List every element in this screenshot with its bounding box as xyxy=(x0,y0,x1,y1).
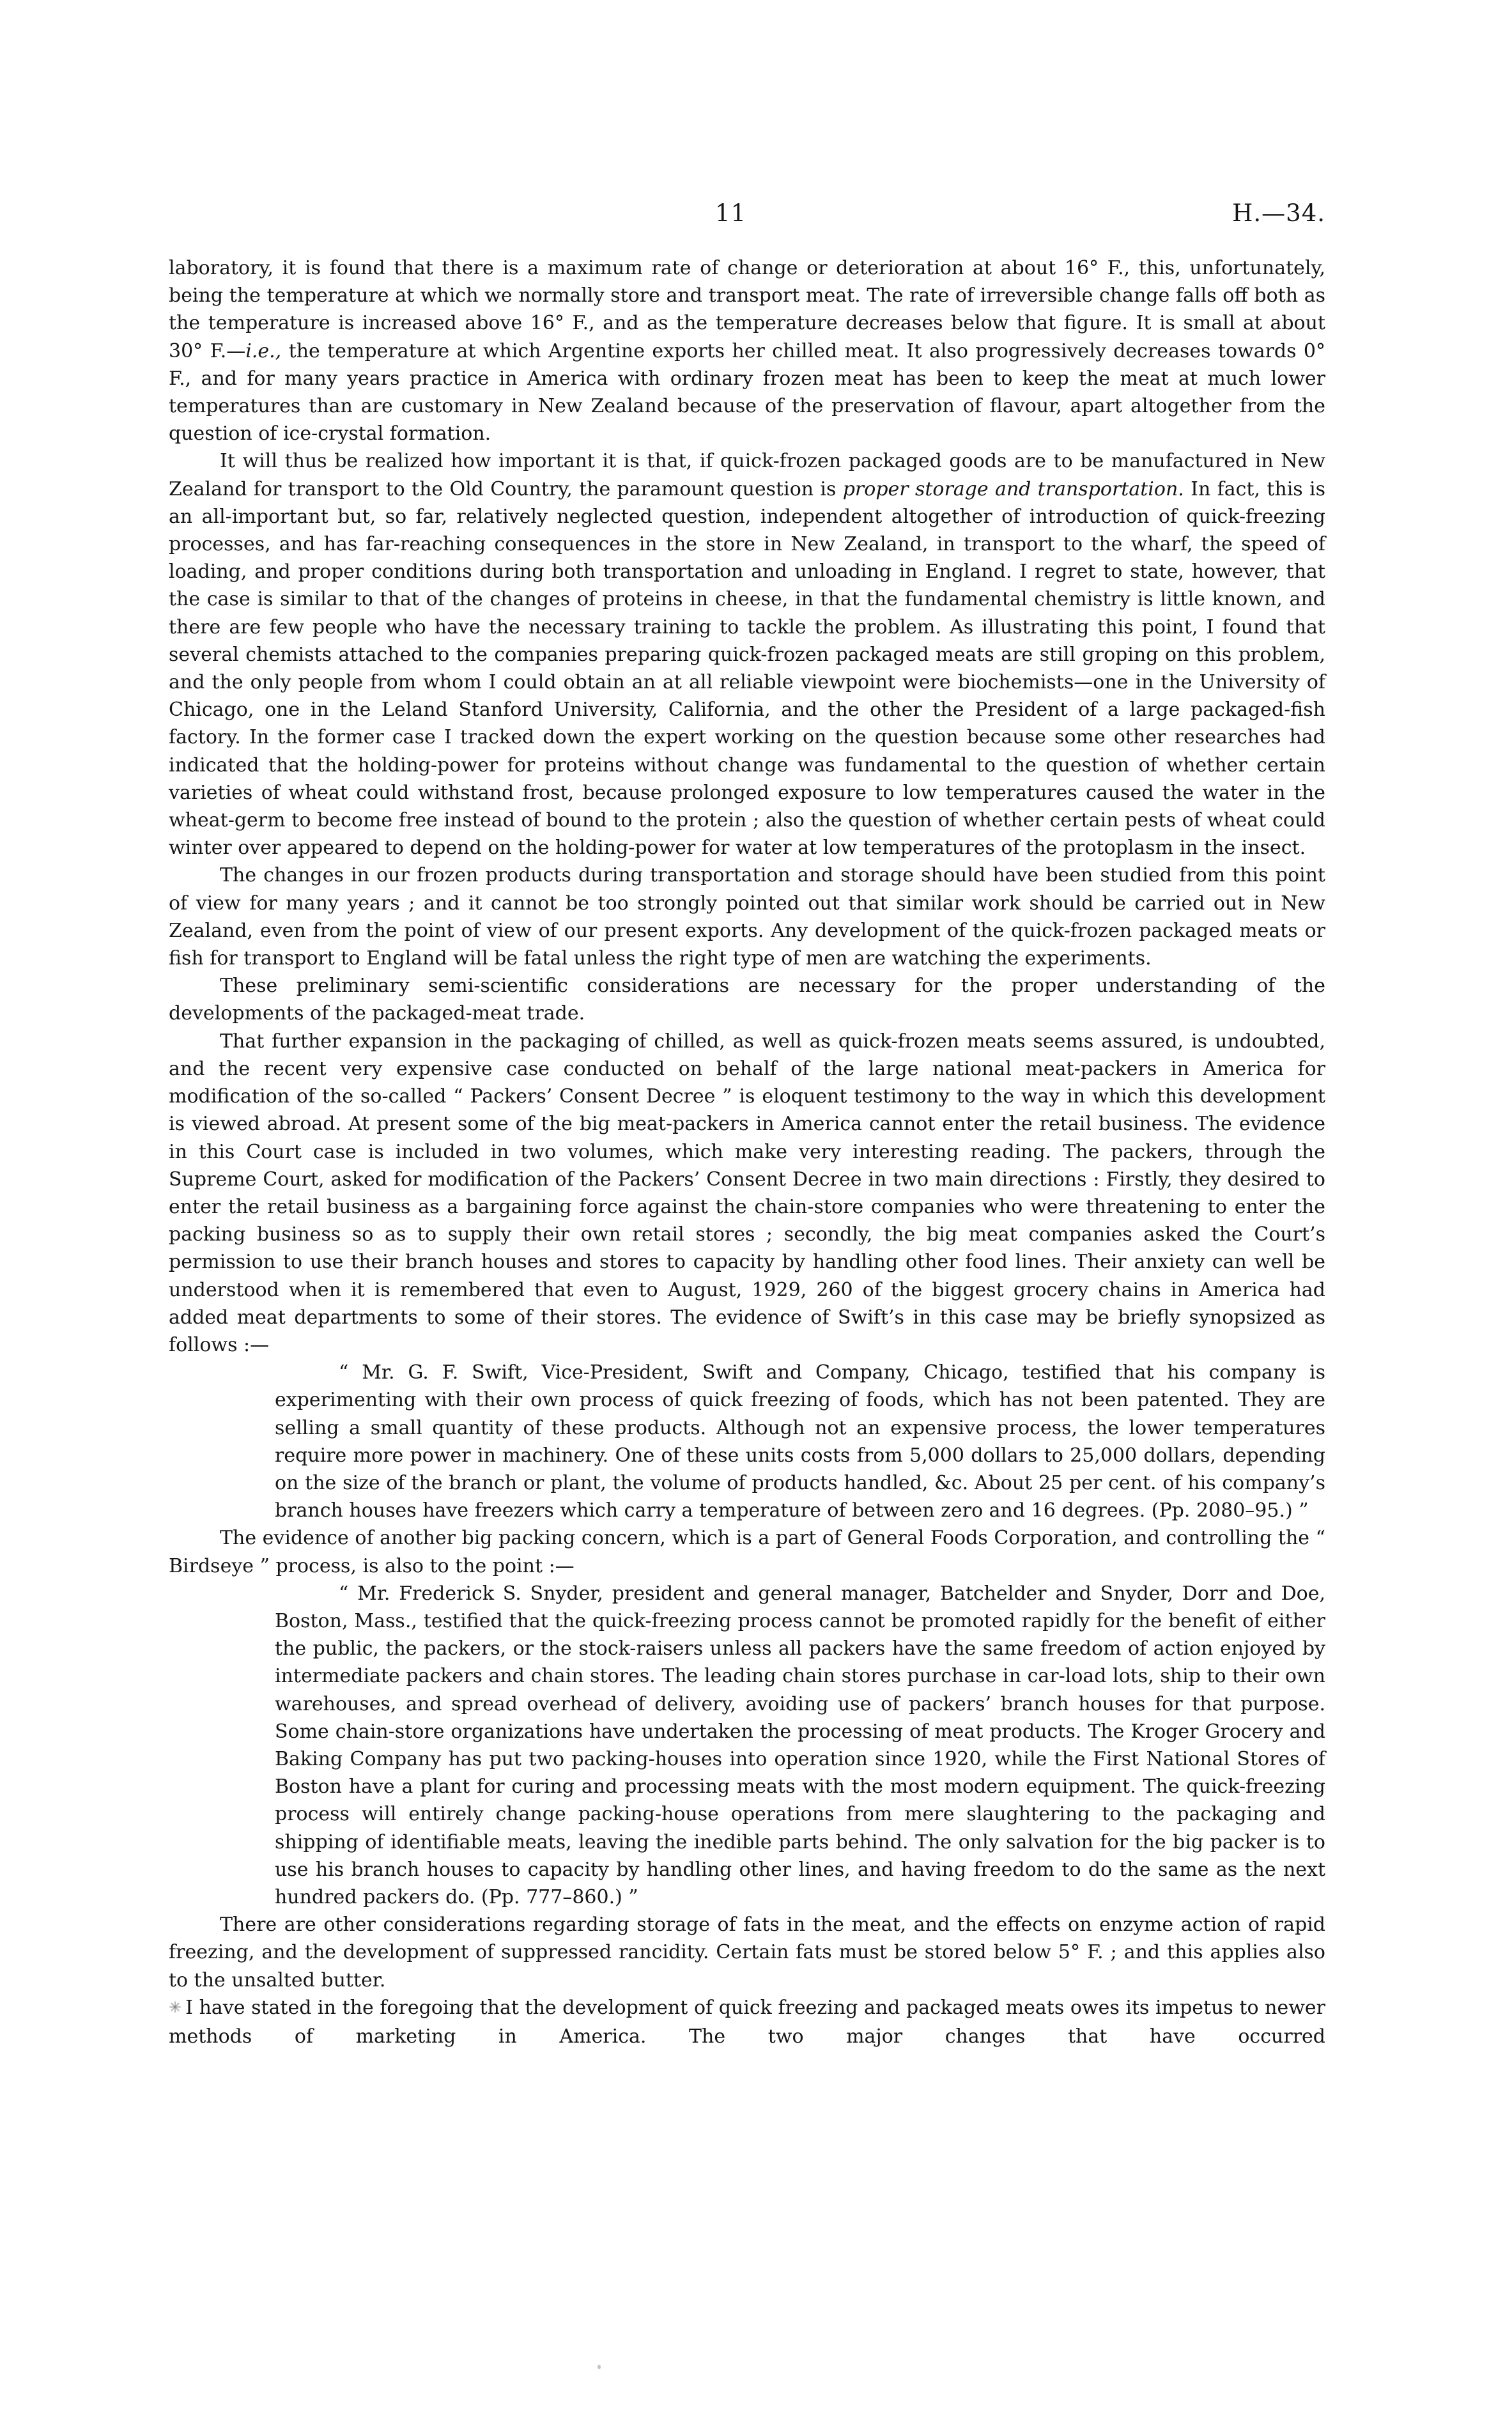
body-paragraph xyxy=(169,254,1325,447)
text-run: the temperature at which Argentine exports her chilled meat. It also progressively decreases towards 0° F., and for many years practice in America with ordinary frozen meat has been to keep the meat at much lower temperatures than are customary in New Zealand because of the preservation of flavour, apart altogether from the question of ice-crystal formation. xyxy=(169,339,1326,445)
body-paragraph xyxy=(169,447,1325,862)
text-run: “ Mr. Frederick S. Snyder, president and general manager, Batchelder and Snyder, Dorr and Doe, Boston, Mass., testified that the quick-freezing process cannot be promoted rapidly for the benefit of either the public, the packers, or the stock-raisers unless all packers have the same freedom of action enjoyed by intermediate packers and chain stores. The leading chain stores purchase in car-load lots, ship to their own warehouses, and spread overhead of delivery, avoiding use of packers’ branch houses for that purpose. Some chain-store organizations have undertaken the processing of meat products. The Kroger Grocery and Baking Company has put two packing-houses into operation since 1920, while the First National Stores of Boston have a plant for curing and processing meats with the most modern equipment. The quick-freezing process will entirely change packing-house operations from mere slaughtering to the packaging and shipping of identifiable meats, leaving the inedible parts behind. The only salvation for the big packer is to use his branch houses to capacity by handling other lines, and having freedom to do the same as the next hundred packers do. (Pp. 777–860.) ” xyxy=(275,1582,1325,1908)
text-run: It will thus be realized how important it is that, if quick-frozen packaged goods are to be manufactured in New Zealand for transport to the Old Country, the paramount question is xyxy=(169,450,1325,500)
block-quote-paragraph xyxy=(275,1359,1325,1524)
page-number: 11 xyxy=(715,199,747,227)
document-reference: H.—34. xyxy=(1232,199,1325,227)
text-run: I have stated in the foregoing that the development of quick freezing and packaged meats owes its impetus to newer methods of marketing in America. The two major changes that have occurred xyxy=(169,1996,1325,2048)
italic-text: proper storage and transportation. xyxy=(842,477,1184,500)
text-run: In fact, this is an all-important but, so far, relatively neglected question, independent altogether of introduction of quick-freezing processes, and has far-reaching consequences in the store in New Zealand, in transport to the wharf, the speed of loading, and proper conditions during both transportation and unloading in England. I regret to state, however, that the case is similar to that of the changes of proteins in cheese, in that the fundamental chemistry is little known, and there are few people who have the necessary training to tackle the problem. As illustrating this point, I found that several chemists attached to the companies preparing quick-frozen packaged meats are still groping on this problem, and the only people from whom I could obtain an at all reliable viewpoint were biochemists—one in the University of Chicago, one in the Leland Stanford University, California, and the other the President of a large packaged-fish factory. In the former case I tracked down the expert working on the question because some other researches had indicated that the holding-power for proteins without change was fundamental to the question of whether certain varieties of wheat could withstand frost, because prolonged exposure to low temperatures caused the water in the wheat-germ to become free instead of bound to the protein ; also the question of whether certain pests of wheat could winter over appeared to depend on the holding-power for water at low temperatures of the protoplasm in the insect. xyxy=(169,477,1325,860)
text-run: The changes in our frozen products during transportation and storage should have been studied from this point of view for many years ; and it cannot be too strongly pointed out that similar work should be carried out in New Zealand, even from the point of view of our present exports. Any development of the quick-frozen packaged meats or fish for transport to England will be fatal unless the right type of men are watching the experiments. xyxy=(169,864,1325,970)
body-paragraph xyxy=(169,1028,1325,1359)
ink-smudge: ✳ xyxy=(169,1998,182,2016)
text-run: There are other considerations regarding storage of fats in the meat, and the effects on enzyme action of rapid freezing, and the development of suppressed rancidity. Certain fats must be stored below 5° F. ; and this applies also to the unsalted butter. xyxy=(169,1914,1325,1991)
body-paragraph xyxy=(169,1911,1325,1994)
text-run: “ Mr. G. F. Swift, Vice-President, Swift and Company, Chicago, testified that his company is experimenting with their own process of quick freezing of foods, which has not been patented. They are selling a small quantity of these products. Although not an expensive process, the lower temperatures require more power in machinery. One of these units costs from 5,000 dollars to 25,000 dollars, depending on the size of the branch or plant, the volume of products handled, &c. About 25 per cent. of his company’s branch houses have freezers which carry a temperature of between zero and 16 degrees. (Pp. 2080–95.) ” xyxy=(275,1361,1325,1522)
scan-artifact-dot xyxy=(598,2365,601,2369)
document-body xyxy=(169,254,1325,2050)
body-paragraph xyxy=(169,1994,1325,2050)
body-paragraph xyxy=(169,862,1325,972)
block-quote-paragraph xyxy=(275,1580,1325,1911)
italic-text: i.e., xyxy=(245,339,282,362)
text-run: laboratory, it is found that there is a maximum rate of change or deterioration at about 16° F., this, unfortunately, being the temperature at which we normally store and transport meat. The rate of irreversible change falls off both as the temperature is increased above 16° F., and as the temperature decreases below that figure. It is small at about 30° F.— xyxy=(169,257,1325,362)
text-run: These preliminary semi-scientific considerations are necessary for the proper understanding of the developments of the packaged-meat trade. xyxy=(169,975,1325,1025)
text-run: The evidence of another big packing concern, which is a part of General Foods Corporation, and controlling the “ Birdseye ” process, is also to the point :— xyxy=(169,1527,1325,1577)
running-head xyxy=(169,199,1325,231)
text-run: That further expansion in the packaging of chilled, as well as quick-frozen meats seems assured, is undoubted, and the recent very expensive case conducted on behalf of the large national meat-packers in America for modification of the so-called “ Packers’ Consent Decree ” is eloquent testimony to the way in which this development is viewed abroad. At present some of the big meat-packers in America cannot enter the retail business. The evidence in this Court case is included in two volumes, which make very interesting reading. The packers, through the Supreme Court, asked for modification of the Packers’ Consent Decree in two main directions : Firstly, they desired to enter the retail business as a bargaining force against the chain-store companies who were threatening to enter the packing business so as to supply their own retail stores ; secondly, the big meat companies asked the Court’s permission to use their branch houses and stores to capacity by handling other food lines. Their anxiety can well be understood when it is remembered that even to August, 1929, 260 of the biggest grocery chains in America had added meat departments to some of their stores. The evidence of Swift’s in this case may be briefly synopsized as follows :— xyxy=(169,1030,1325,1356)
body-paragraph xyxy=(169,972,1325,1027)
body-paragraph xyxy=(169,1524,1325,1579)
